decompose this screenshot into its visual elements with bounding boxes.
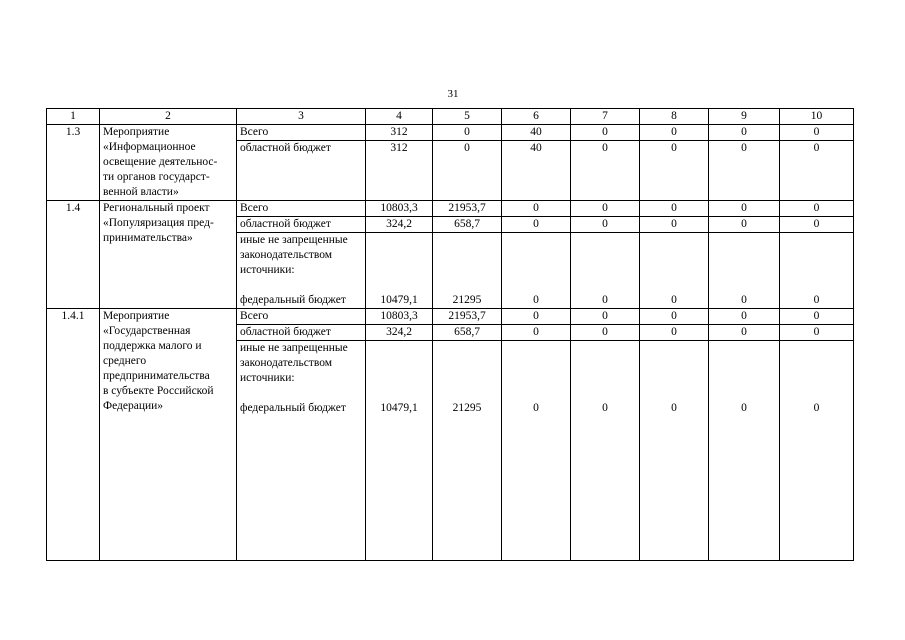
value-cell [780,233,854,309]
item-name-line: Федерации» [103,400,164,412]
funding-source: федеральный бюджет [240,402,346,414]
value-cell: 21953,7 [433,309,502,325]
value-cell: 10803,3 [366,201,433,217]
item-name-line: Региональный проект [103,202,210,214]
item-name-line: ти органов государст- [103,171,210,183]
item-name-line: Мероприятие [103,310,170,322]
value-cell: 658,7 [433,217,502,233]
value-cell: 0 [709,325,780,341]
value-cell [366,341,433,561]
value-cell: 0 [571,125,640,141]
value-cell: 0 [571,217,640,233]
value-cell: 312 [366,141,433,201]
value-cell: 0 [709,309,780,325]
value-cell [709,233,780,309]
item-name-line: «Государственная [103,325,191,337]
value-text: 0 [602,402,608,414]
item-name-line: принимательства» [103,232,193,244]
value-cell: 0 [502,201,571,217]
item-name [100,125,237,201]
value-text: 0 [741,402,747,414]
value-text: 0 [813,294,820,306]
value-cell: 0 [571,309,640,325]
funding-source: областной бюджет [237,141,366,201]
value-cell: 0 [780,217,854,233]
funding-source [237,341,366,561]
funding-source: федеральный бюджет [240,294,346,306]
item-number: 1.4 [47,201,100,309]
header-cell: 4 [366,109,433,125]
header-cell: 6 [502,109,571,125]
header-cell: 3 [237,109,366,125]
value-cell: 0 [709,141,780,201]
funding-source: областной бюджет [237,325,366,341]
value-text: 21295 [452,402,482,414]
value-cell: 0 [780,325,854,341]
value-cell: 0 [433,125,502,141]
value-cell: 324,2 [366,325,433,341]
value-cell: 0 [640,201,709,217]
value-cell: 0 [709,201,780,217]
header-cell: 10 [780,109,854,125]
value-cell [571,233,640,309]
funding-source-other: иные не запрещенные законодательством источники: [240,234,348,276]
value-cell [709,341,780,561]
value-text: 0 [533,294,539,306]
value-cell: 0 [640,125,709,141]
value-cell: 0 [780,201,854,217]
item-name-line: освещение деятельнос- [103,156,218,168]
value-cell: 0 [571,201,640,217]
table-row [47,201,854,217]
item-name-line: в субъекте Российской [103,385,214,397]
value-cell [433,233,502,309]
value-text: 0 [813,402,820,414]
header-cell: 8 [640,109,709,125]
item-number: 1.3 [47,125,100,201]
funding-table [46,108,854,561]
value-cell: 324,2 [366,217,433,233]
value-cell: 0 [640,141,709,201]
value-cell: 658,7 [433,325,502,341]
funding-source: Всего [237,309,366,325]
item-name-line: венной власти» [103,186,179,198]
table-row [47,125,854,141]
value-cell [640,233,709,309]
item-name-line: «Популяризация пред- [103,217,214,229]
value-text: 10479,1 [380,294,418,306]
value-text: 0 [741,294,747,306]
item-name-line: среднего [103,355,147,367]
value-cell: 21953,7 [433,201,502,217]
header-cell: 7 [571,109,640,125]
value-cell: 0 [780,309,854,325]
header-row [47,109,854,125]
value-cell: 0 [502,325,571,341]
value-cell [502,341,571,561]
item-name [100,201,237,309]
value-cell [366,233,433,309]
value-text: 0 [602,294,608,306]
value-cell: 0 [709,125,780,141]
value-cell: 0 [502,309,571,325]
value-cell [780,341,854,561]
funding-source: областной бюджет [237,217,366,233]
value-cell: 0 [709,217,780,233]
value-cell: 0 [640,325,709,341]
value-cell: 0 [640,309,709,325]
value-cell [640,341,709,561]
value-cell: 0 [780,141,854,201]
value-cell: 0 [433,141,502,201]
funding-source [237,233,366,309]
header-cell: 2 [100,109,237,125]
item-number: 1.4.1 [47,309,100,561]
value-cell: 40 [502,141,571,201]
page-number: 31 [447,88,459,100]
funding-source: Всего [237,201,366,217]
funding-source-other: иные не запрещенные законодательством источники: [240,342,348,384]
value-cell: 10803,3 [366,309,433,325]
value-cell: 0 [502,217,571,233]
value-cell: 0 [571,141,640,201]
value-cell [502,233,571,309]
value-cell [433,341,502,561]
value-cell: 0 [571,325,640,341]
value-text: 0 [533,402,539,414]
value-cell: 312 [366,125,433,141]
value-text: 21295 [452,294,482,306]
header-cell: 5 [433,109,502,125]
value-cell [571,341,640,561]
value-cell: 0 [640,217,709,233]
item-name-line: предпринимательства [103,370,210,382]
value-text: 0 [671,402,677,414]
value-text: 10479,1 [380,402,418,414]
funding-source: Всего [237,125,366,141]
item-name-line: Мероприятие [103,126,170,138]
header-cell: 1 [47,109,100,125]
value-text: 0 [671,294,677,306]
table-row [47,309,854,325]
value-cell: 0 [780,125,854,141]
item-name-line: поддержка малого и [103,340,202,352]
value-cell: 40 [502,125,571,141]
item-name-line: «Информационное [103,141,196,153]
item-name [100,309,237,561]
header-cell: 9 [709,109,780,125]
